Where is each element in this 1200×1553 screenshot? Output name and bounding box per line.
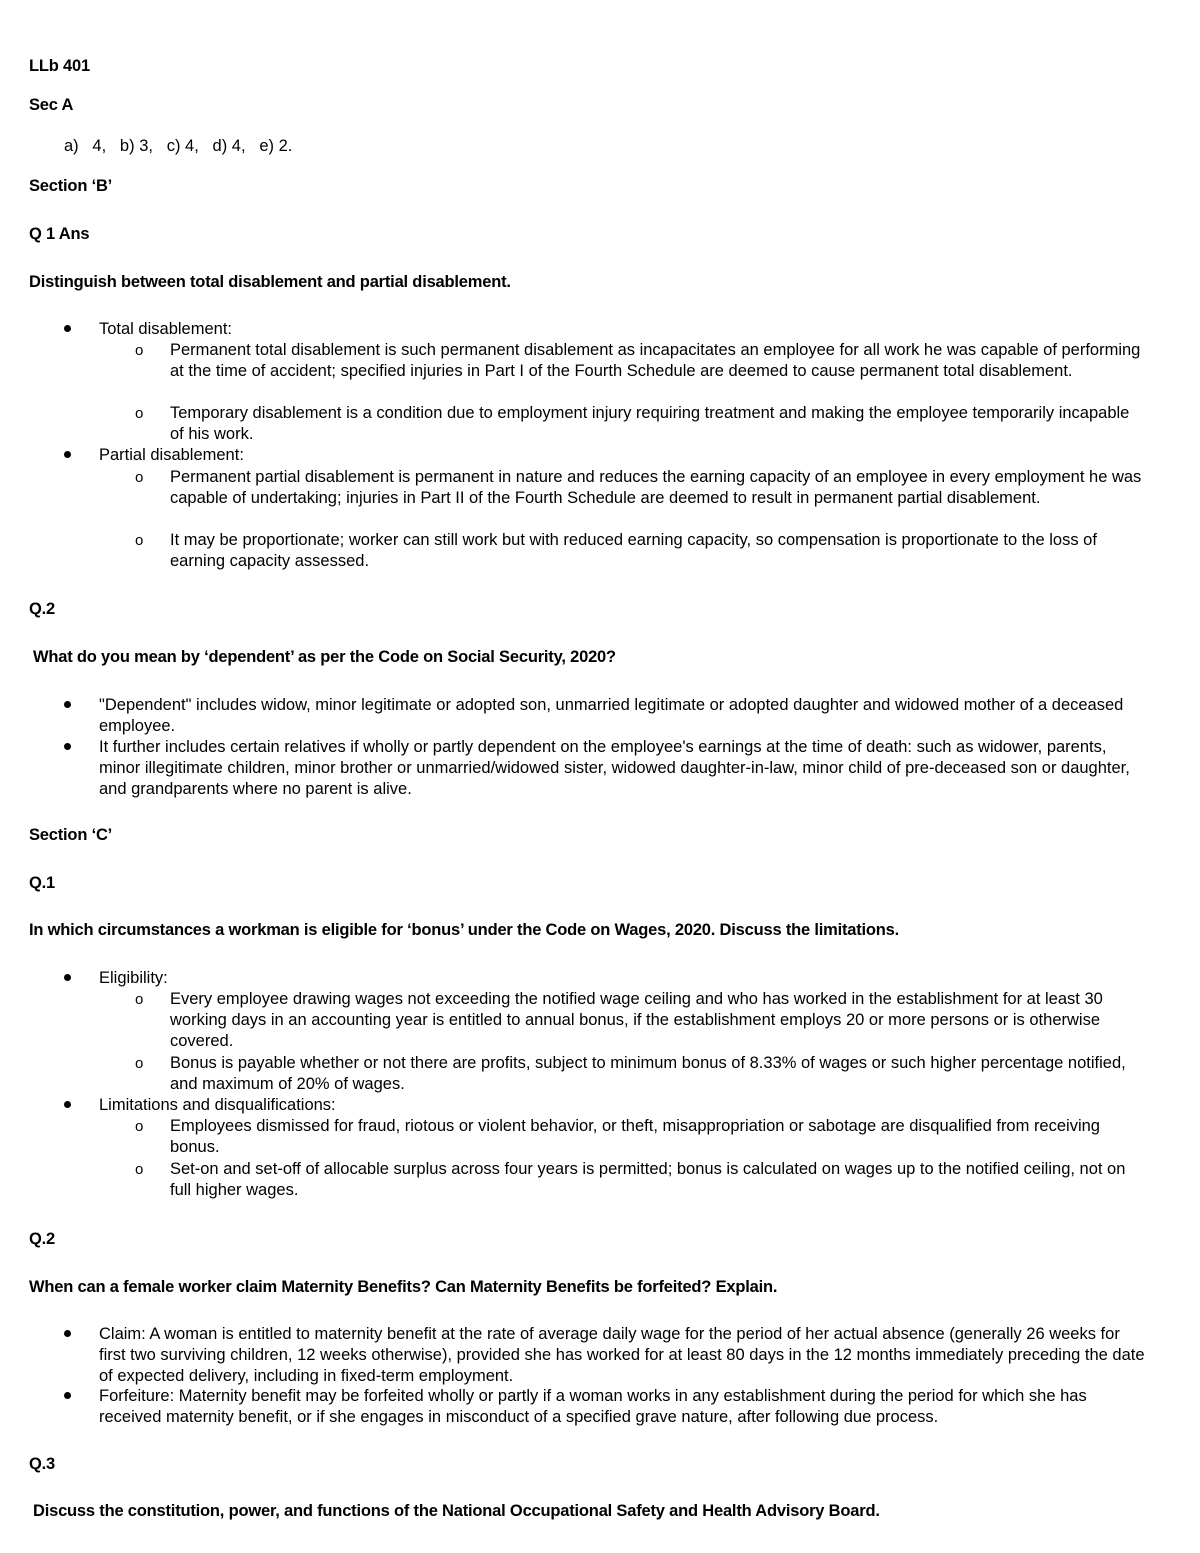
bullet-icon: [64, 743, 71, 750]
course-code: LLb 401: [29, 57, 90, 75]
circle-bullet-icon: o: [135, 469, 144, 486]
circle-bullet-icon: o: [135, 532, 144, 549]
sub-list-item: o Permanent partial disablement is permanent in nature and reduces the earning capacity of an employee in every employment he was capable of undertaking; injuries in Part II of the Fourth Schedule are deemed to result in permanent partial disablement.: [135, 468, 1142, 507]
list-item: It further includes certain relatives if wholly or partly dependent on the employee's earnings at the time of death: such as widower, parents, minor illegitimate children, minor brother or unmarried/widowed sister, widowed daughter-in-law, minor child of pre-deceased son or daughter, and grandparents where no parent is alive.: [99, 737, 1149, 800]
sub-list-item: o Temporary disablement is a condition due to employment injury requiring treatment and making the employee temporarily incapable of his work.: [135, 404, 1130, 443]
bullet-icon: [64, 451, 71, 458]
c-q2-question: When can a female worker claim Maternity Benefits? Can Maternity Benefits be forfeited? Explain.: [29, 1278, 778, 1296]
section-c-heading: Section ‘C’: [29, 826, 113, 844]
bullet-icon: [64, 701, 71, 708]
c-q1-label: Q.1: [29, 874, 55, 892]
q1-question: Distinguish between total disablement and partial disablement.: [29, 273, 511, 291]
sub-list-item: o Every employee drawing wages not exceeding the notified wage ceiling and who has worked in the establishment for at least 30 working days in an accounting year is entitled to annual bonus, if the establishment employs 20 or more persons or is otherwise covered.: [135, 990, 1103, 1050]
q1-label: Q 1 Ans: [29, 225, 90, 243]
sub-list-item: o Set-on and set-off of allocable surplus across four years is permitted; bonus is calculated on wages up to the notified ceiling, not on full higher wages.: [135, 1160, 1126, 1199]
list-item: Eligibility:: [99, 968, 1149, 989]
q2-question: What do you mean by ‘dependent’ as per the Code on Social Security, 2020?: [33, 648, 616, 666]
circle-bullet-icon: o: [135, 1161, 144, 1178]
list-item: "Dependent" includes widow, minor legitimate or adopted son, unmarried legitimate or adopted daughter and widowed mother of a deceased employee.: [99, 695, 1149, 737]
sub-list-item: o Employees dismissed for fraud, riotous or violent behavior, or theft, misappropriation or sabotage are disqualified from receiving bonus.: [135, 1117, 1100, 1156]
list-item: Limitations and disqualifications:: [99, 1095, 1149, 1116]
mcq-answers: a) 4, b) 3, c) 4, d) 4, e) 2.: [64, 137, 293, 155]
c-q3-question: Discuss the constitution, power, and functions of the National Occupational Safety and Health Advisory Board.: [33, 1502, 880, 1520]
sub-list-item: o Permanent total disablement is such permanent disablement as incapacitates an employee for all work he was capable of performing at the time of accident; specified injuries in Part I of the Fourth Schedule are deemed to cause permanent total disablement.: [135, 341, 1141, 380]
circle-bullet-icon: o: [135, 991, 144, 1008]
circle-bullet-icon: o: [135, 1118, 144, 1135]
section-b-heading: Section ‘B’: [29, 177, 113, 195]
list-item: Partial disablement:: [99, 445, 1149, 466]
bullet-icon: [64, 1392, 71, 1399]
c-q1-question: In which circumstances a workman is eligible for ‘bonus’ under the Code on Wages, 2020. Discuss the limitations.: [29, 921, 900, 939]
q2-label: Q.2: [29, 600, 55, 618]
circle-bullet-icon: o: [135, 1055, 144, 1072]
bullet-icon: [64, 1330, 71, 1337]
sub-list-item: o Bonus is payable whether or not there are profits, subject to minimum bonus of 8.33% of wages or such higher percentage notified, and maximum of 20% of wages.: [135, 1054, 1126, 1093]
list-item: Total disablement:: [99, 319, 1149, 340]
list-item: Forfeiture: Maternity benefit may be forfeited wholly or partly if a woman works in any establishment during the period for which she has received maternity benefit, or if she engages in misconduct of a specified grave nature, after following due process.: [99, 1386, 1149, 1428]
bullet-icon: [64, 1101, 71, 1108]
list-item: Claim: A woman is entitled to maternity benefit at the rate of average daily wage for the period of her actual absence (generally 26 weeks for first two surviving children, 12 weeks otherwise), provided she has worked for at least 80 days in the 12 months immediately preceding the date of expected delivery, including in fixed-term employment.: [99, 1324, 1149, 1387]
bullet-icon: [64, 974, 71, 981]
bullet-icon: [64, 325, 71, 332]
circle-bullet-icon: o: [135, 342, 144, 359]
sub-list-item: o It may be proportionate; worker can still work but with reduced earning capacity, so compensation is proportionate to the loss of earning capacity assessed.: [135, 531, 1097, 570]
c-q2-label: Q.2: [29, 1230, 55, 1248]
c-q3-label: Q.3: [29, 1455, 55, 1473]
sec-a-heading: Sec A: [29, 96, 74, 114]
circle-bullet-icon: o: [135, 405, 144, 422]
